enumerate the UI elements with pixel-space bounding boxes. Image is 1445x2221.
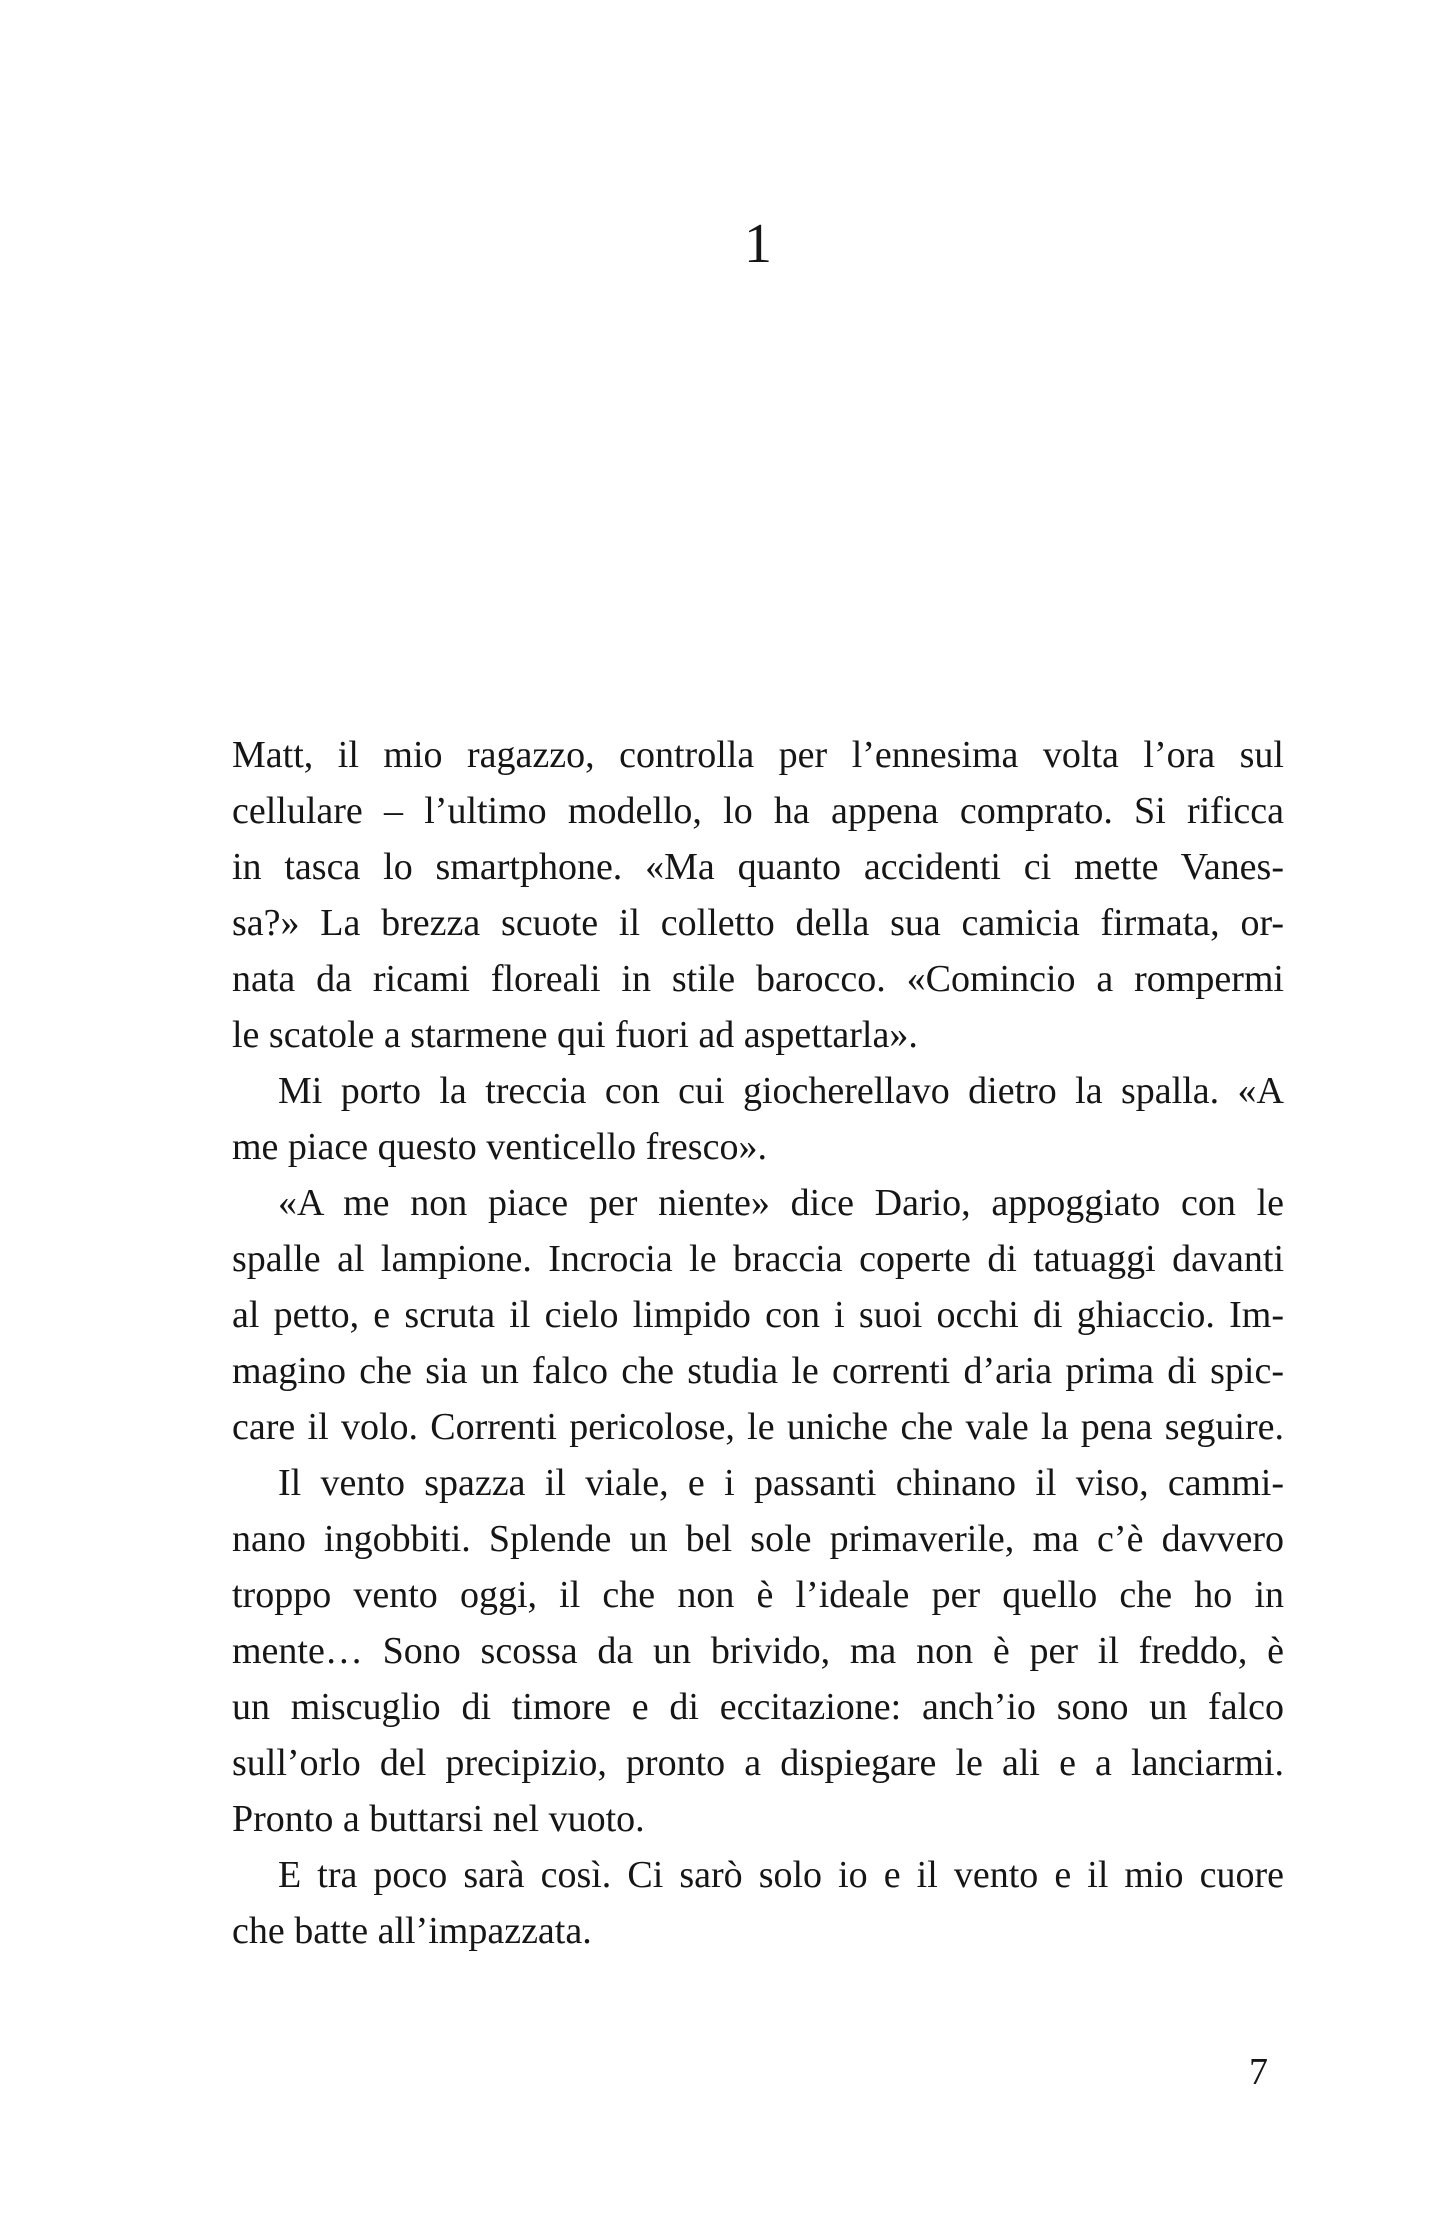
chapter-number: 1 — [744, 213, 772, 275]
text-line: nano ingobbiti. Splende un bel sole primaverile, ma c’è davvero — [232, 1518, 1284, 1560]
text-line: E tra poco sarà così. Ci sarò solo io e il vento e il mio cuore — [278, 1854, 1284, 1896]
text-line: me piace questo venticello fresco». — [232, 1126, 767, 1168]
text-line: le scatole a starmene qui fuori ad aspettarla». — [232, 1014, 918, 1056]
text-line: spalle al lampione. Incrocia le braccia coperte di tatuaggi davanti — [232, 1238, 1284, 1280]
text-line: «A me non piace per niente» dice Dario, appoggiato con le — [278, 1182, 1284, 1224]
text-line: Matt, il mio ragazzo, controlla per l’ennesima volta l’ora sul — [232, 734, 1284, 776]
text-line: sa?» La brezza scuote il colletto della sua camicia firmata, or- — [232, 902, 1284, 944]
text-line: care il volo. Correnti pericolose, le uniche che vale la pena seguire. — [232, 1406, 1284, 1448]
text-line: Mi porto la treccia con cui giocherellavo dietro la spalla. «A — [278, 1070, 1284, 1112]
text-line: sull’orlo del precipizio, pronto a dispiegare le ali e a lanciarmi. — [232, 1742, 1284, 1784]
text-line: Il vento spazza il viale, e i passanti chinano il viso, cammi- — [278, 1462, 1284, 1504]
text-line: in tasca lo smartphone. «Ma quanto accidenti ci mette Vanes- — [232, 846, 1284, 888]
text-line: che batte all’impazzata. — [232, 1910, 592, 1952]
text-line: troppo vento oggi, il che non è l’ideale per quello che ho in — [232, 1574, 1284, 1616]
text-block — [232, 727, 1284, 1959]
text-line: magino che sia un falco che studia le correnti d’aria prima di spic- — [232, 1350, 1284, 1392]
text-line: nata da ricami floreali in stile barocco. «Comincio a rompermi — [232, 958, 1284, 1000]
text-line: al petto, e scruta il cielo limpido con i suoi occhi di ghiaccio. Im- — [232, 1294, 1284, 1336]
page-number: 7 — [1249, 2051, 1268, 2093]
text-line: Pronto a buttarsi nel vuoto. — [232, 1798, 645, 1840]
text-line: mente… Sono scossa da un brivido, ma non è per il freddo, è — [232, 1630, 1284, 1672]
text-line: cellulare – l’ultimo modello, lo ha appena comprato. Si rificca — [232, 790, 1284, 832]
text-line: un miscuglio di timore e di eccitazione: anch’io sono un falco — [232, 1686, 1284, 1728]
